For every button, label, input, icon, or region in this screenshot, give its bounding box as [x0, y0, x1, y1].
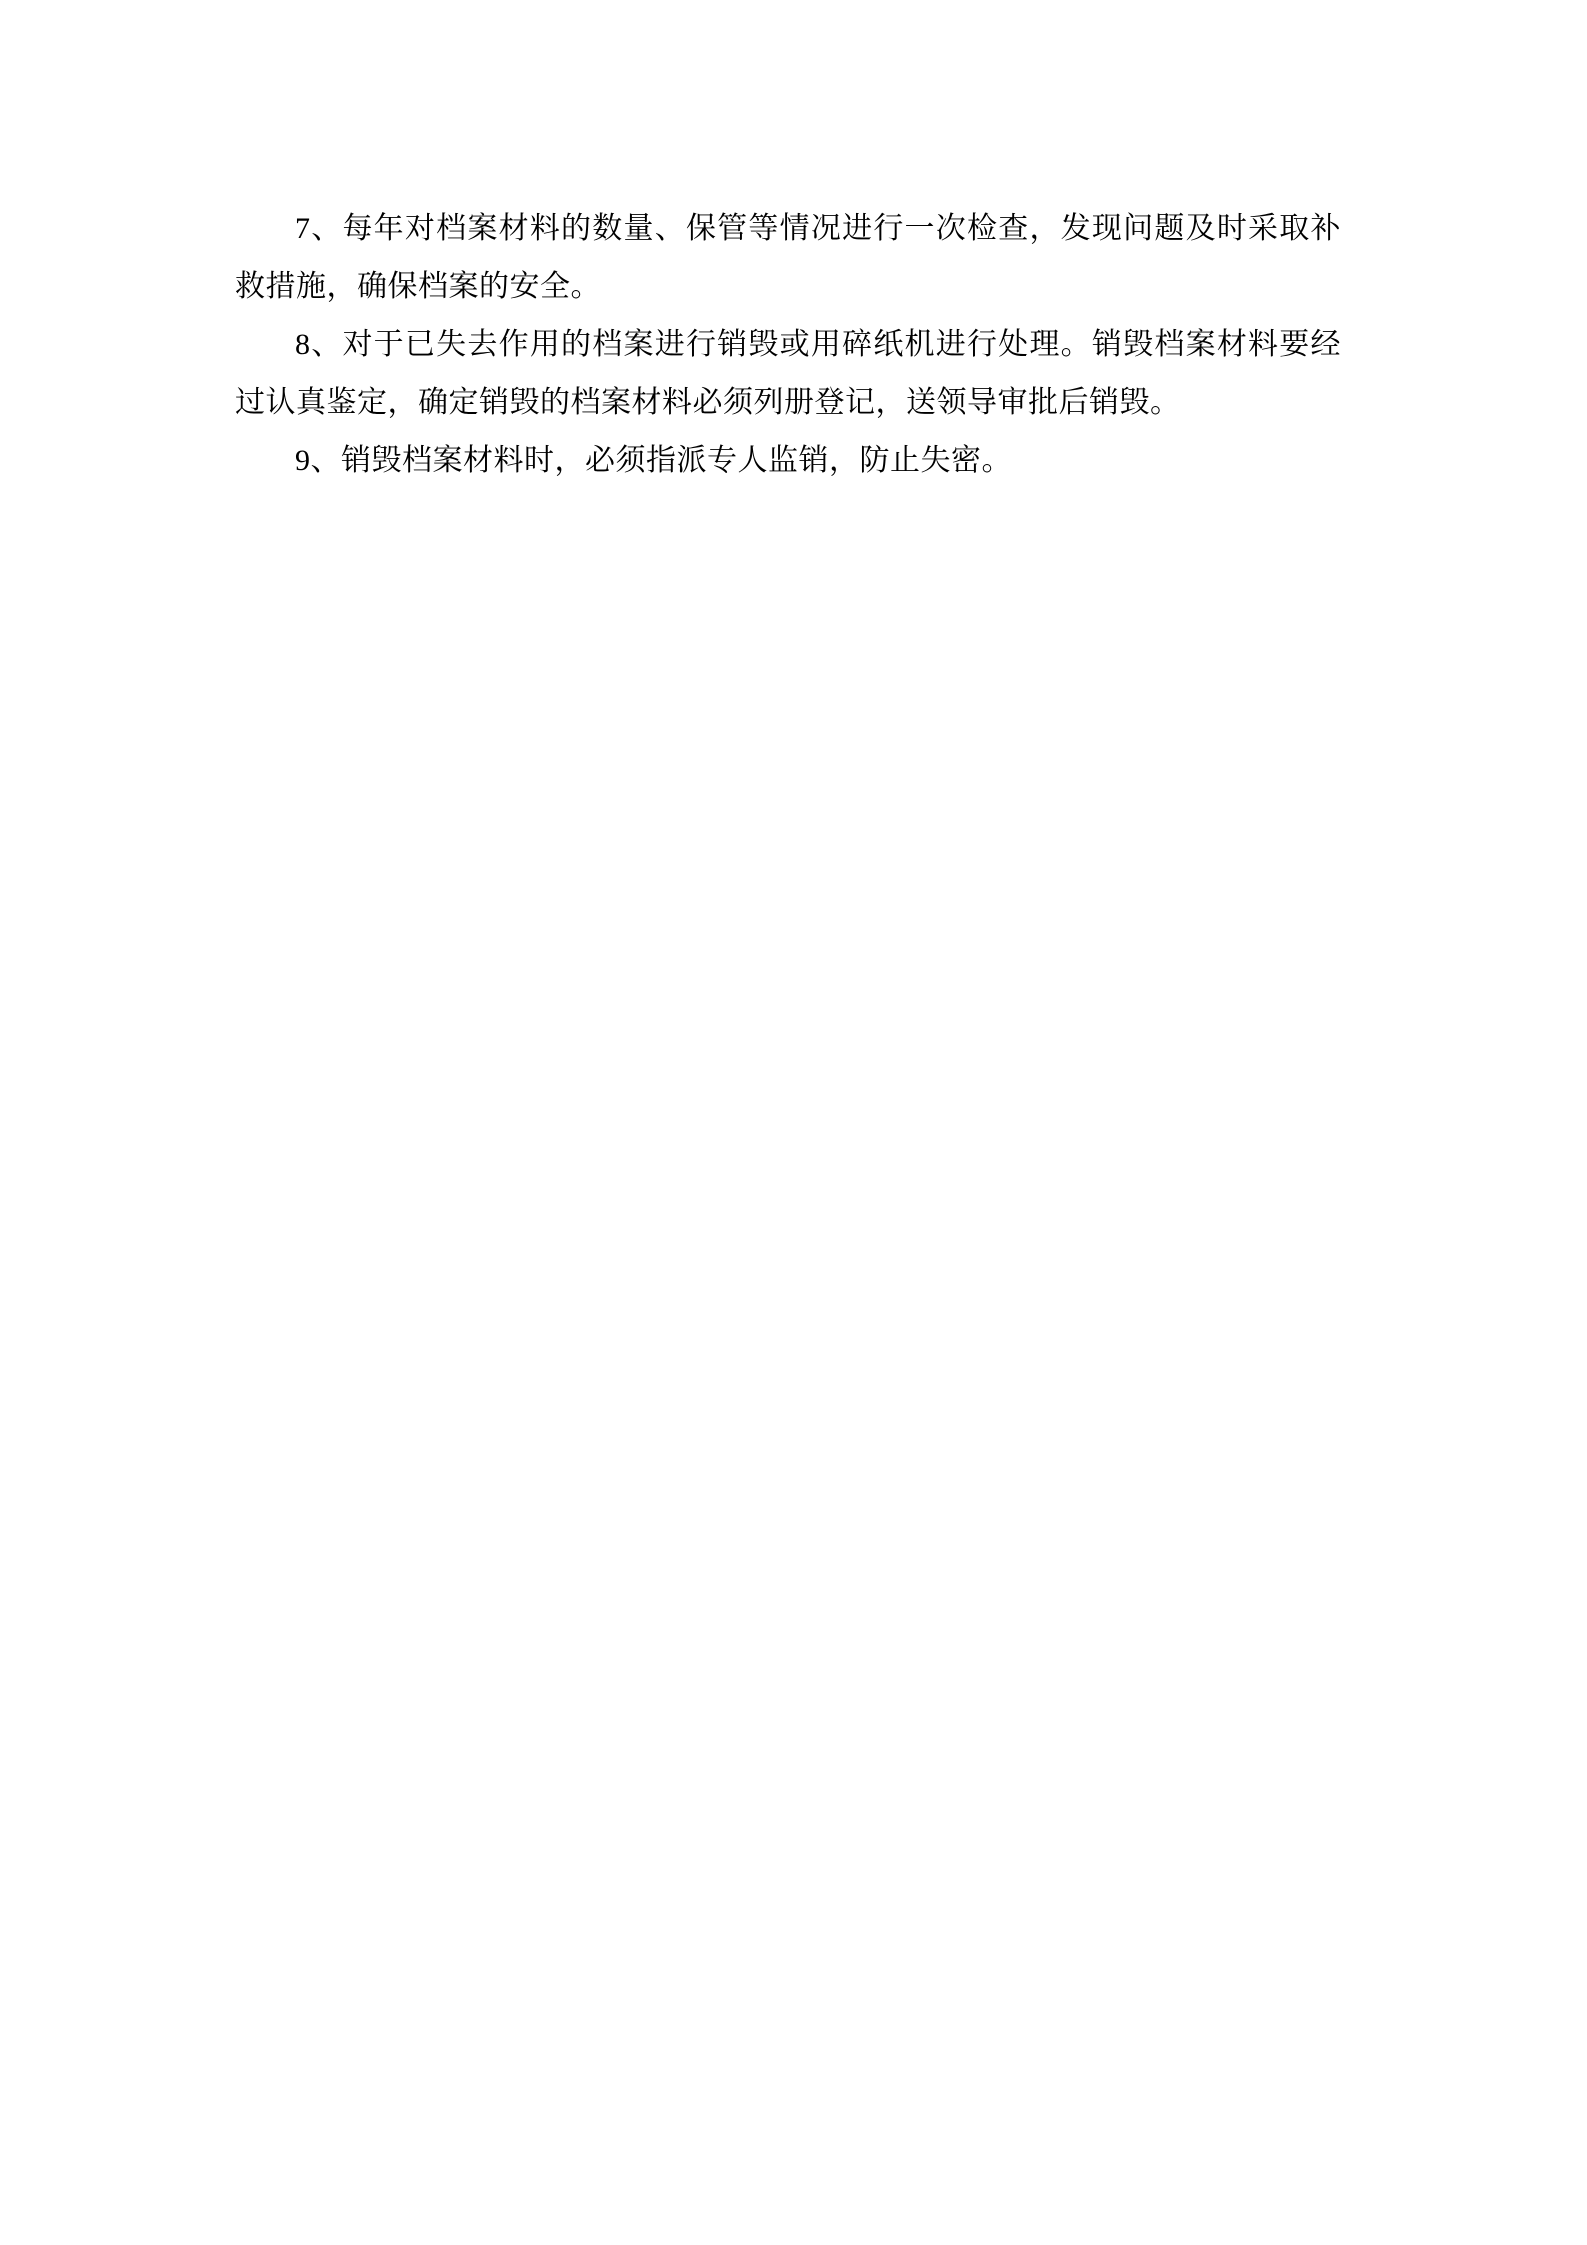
paragraph-item-9: 9、销毁档案材料时，必须指派专人监销，防止失密。: [295, 444, 1012, 477]
paragraph-item-8: 8、对于已失去作用的档案进行销毁或用碎纸机进行处理。销毁档案材料要经过认真鉴定，确定销毁的档案材料必须列册登记，送领导审批后销毁。: [235, 328, 1341, 419]
paragraph-item-7: 7、每年对档案材料的数量、保管等情况进行一次检查，发现问题及时采取补救措施，确保档案的安全。: [235, 212, 1341, 303]
document-body: [235, 200, 1341, 490]
